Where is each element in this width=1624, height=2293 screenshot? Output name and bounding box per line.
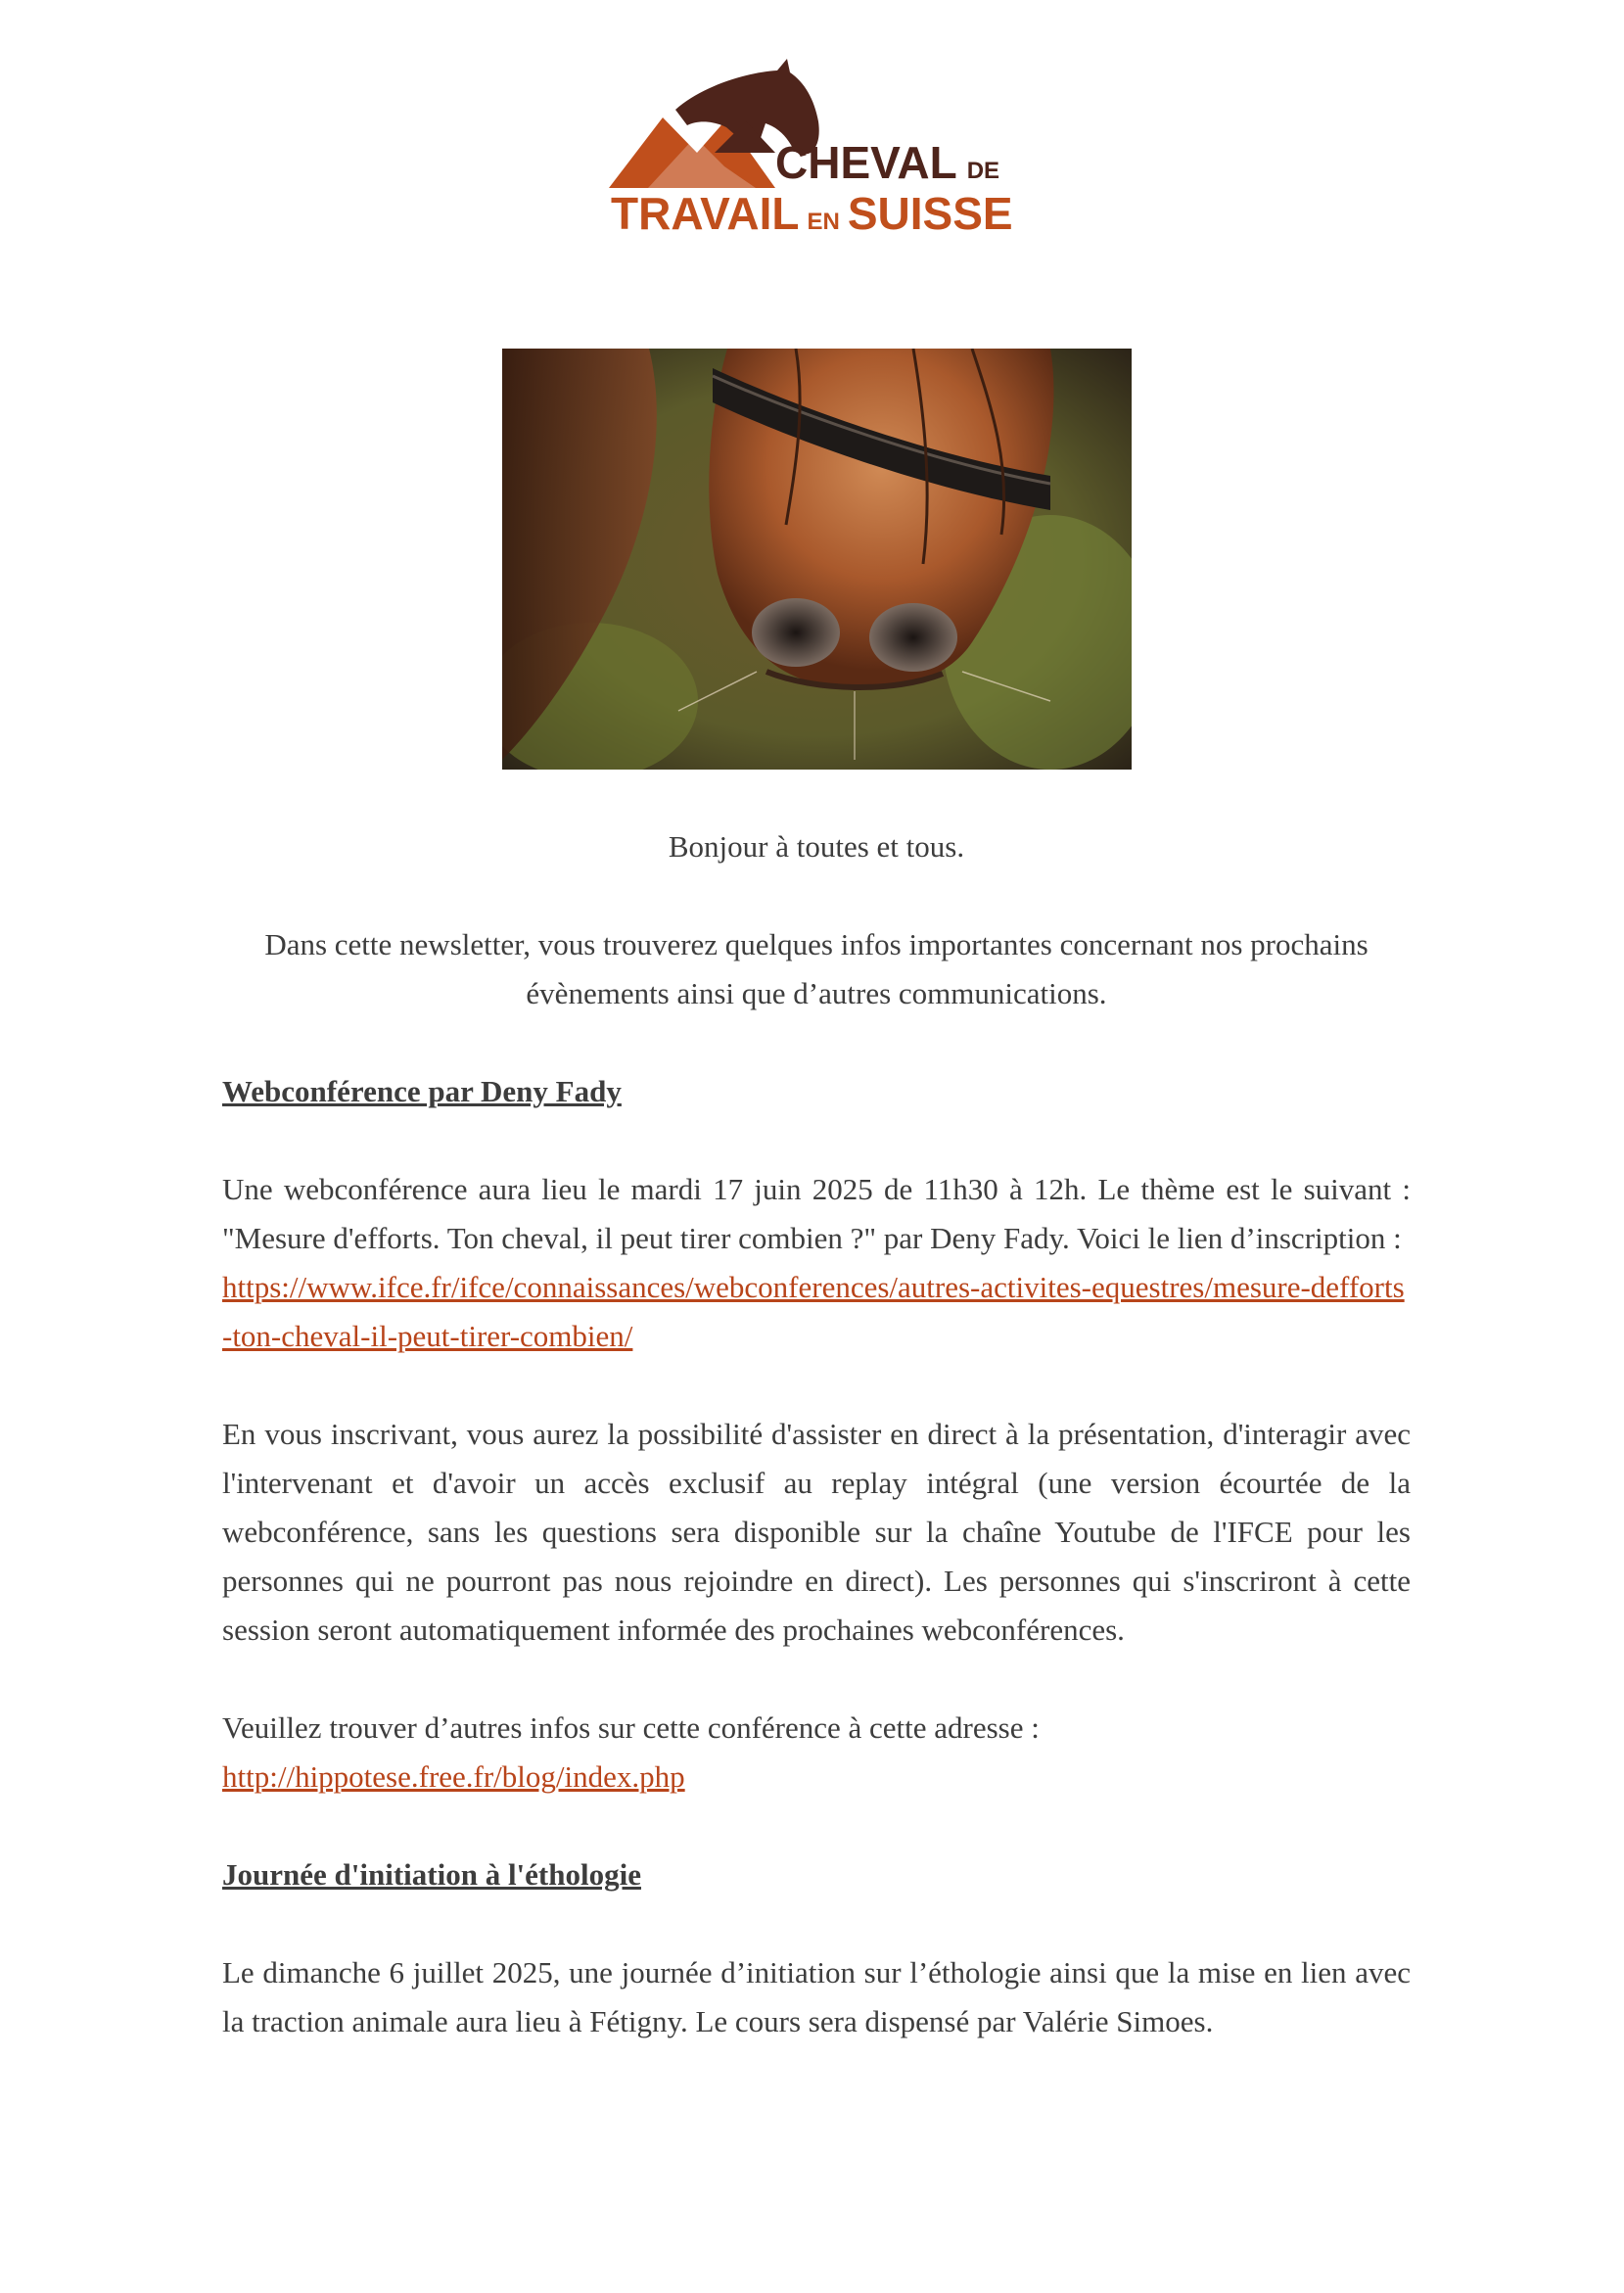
horse-muzzle-photo bbox=[502, 349, 1132, 770]
logo-word-de: DE bbox=[966, 158, 1000, 184]
intro-text: Dans cette newsletter, vous trouverez quelques infos importantes concernant nos prochains évènements ainsi que d’autres communications. bbox=[264, 927, 1369, 1010]
logo-word-cheval: CHEVAL bbox=[775, 137, 957, 188]
webconference-paragraph-2: En vous inscrivant, vous aurez la possibilité d'assister en direct à la présentation, d'interagir avec l'intervenant et d'avoir un accès exclusif au replay intégral (une version écourtée de la webconférence, sans les questions sera disponible sur la chaîne Youtube de l'IFCE pour les personnes qui ne pourront pas nous rejoindre en direct). Les personnes qui s'inscriront à cette session seront automatiquement informée des prochaines webconférences. bbox=[222, 1417, 1411, 1647]
webconference-text: Une webconférence aura lieu le mardi 17 juin 2025 de 11h30 à 12h. Le thème est le suivant : "Mesure d'efforts. Ton cheval, il peut tirer combien ?" par Deny Fady. Voici le lien d’inscription : bbox=[222, 1172, 1411, 1255]
logo-word-suisse: SUISSE bbox=[847, 188, 1013, 239]
greeting-text: Bonjour à toutes et tous. bbox=[668, 829, 965, 864]
more-info-text: Veuillez trouver d’autres infos sur cette conférence à cette adresse : bbox=[222, 1710, 1040, 1745]
hippotese-link[interactable]: http://hippotese.free.fr/blog/index.php bbox=[222, 1759, 685, 1794]
svg-text:TRAVAILENSUISSE bbox=[611, 188, 1013, 239]
ethologie-paragraph-1: Le dimanche 6 juillet 2025, une journée d’initiation sur l’éthologie ainsi que la mise en lien avec la traction animale aura lieu à Fétigny. Le cours sera dispensé par Valérie Simoes. bbox=[222, 1955, 1411, 2038]
section-title-webconference: Webconférence par Deny Fady bbox=[222, 1074, 622, 1108]
brand-logo bbox=[609, 59, 1020, 240]
webconference-paragraph-3 bbox=[222, 1704, 1411, 1802]
logo-word-travail: TRAVAIL bbox=[611, 188, 800, 239]
webconference-paragraph-1 bbox=[222, 1165, 1411, 1361]
logo-word-en: EN bbox=[807, 209, 840, 235]
newsletter-body bbox=[222, 822, 1411, 2046]
registration-link[interactable]: https://www.ifce.fr/ifce/connaissances/webconferences/autres-activites-equestres/mesure-defforts-ton-cheval-il-peut-tirer-combien/ bbox=[222, 1270, 1405, 1353]
section-title-ethologie: Journée d'initiation à l'éthologie bbox=[222, 1857, 641, 1892]
svg-text:CHEVALDE bbox=[775, 137, 999, 188]
